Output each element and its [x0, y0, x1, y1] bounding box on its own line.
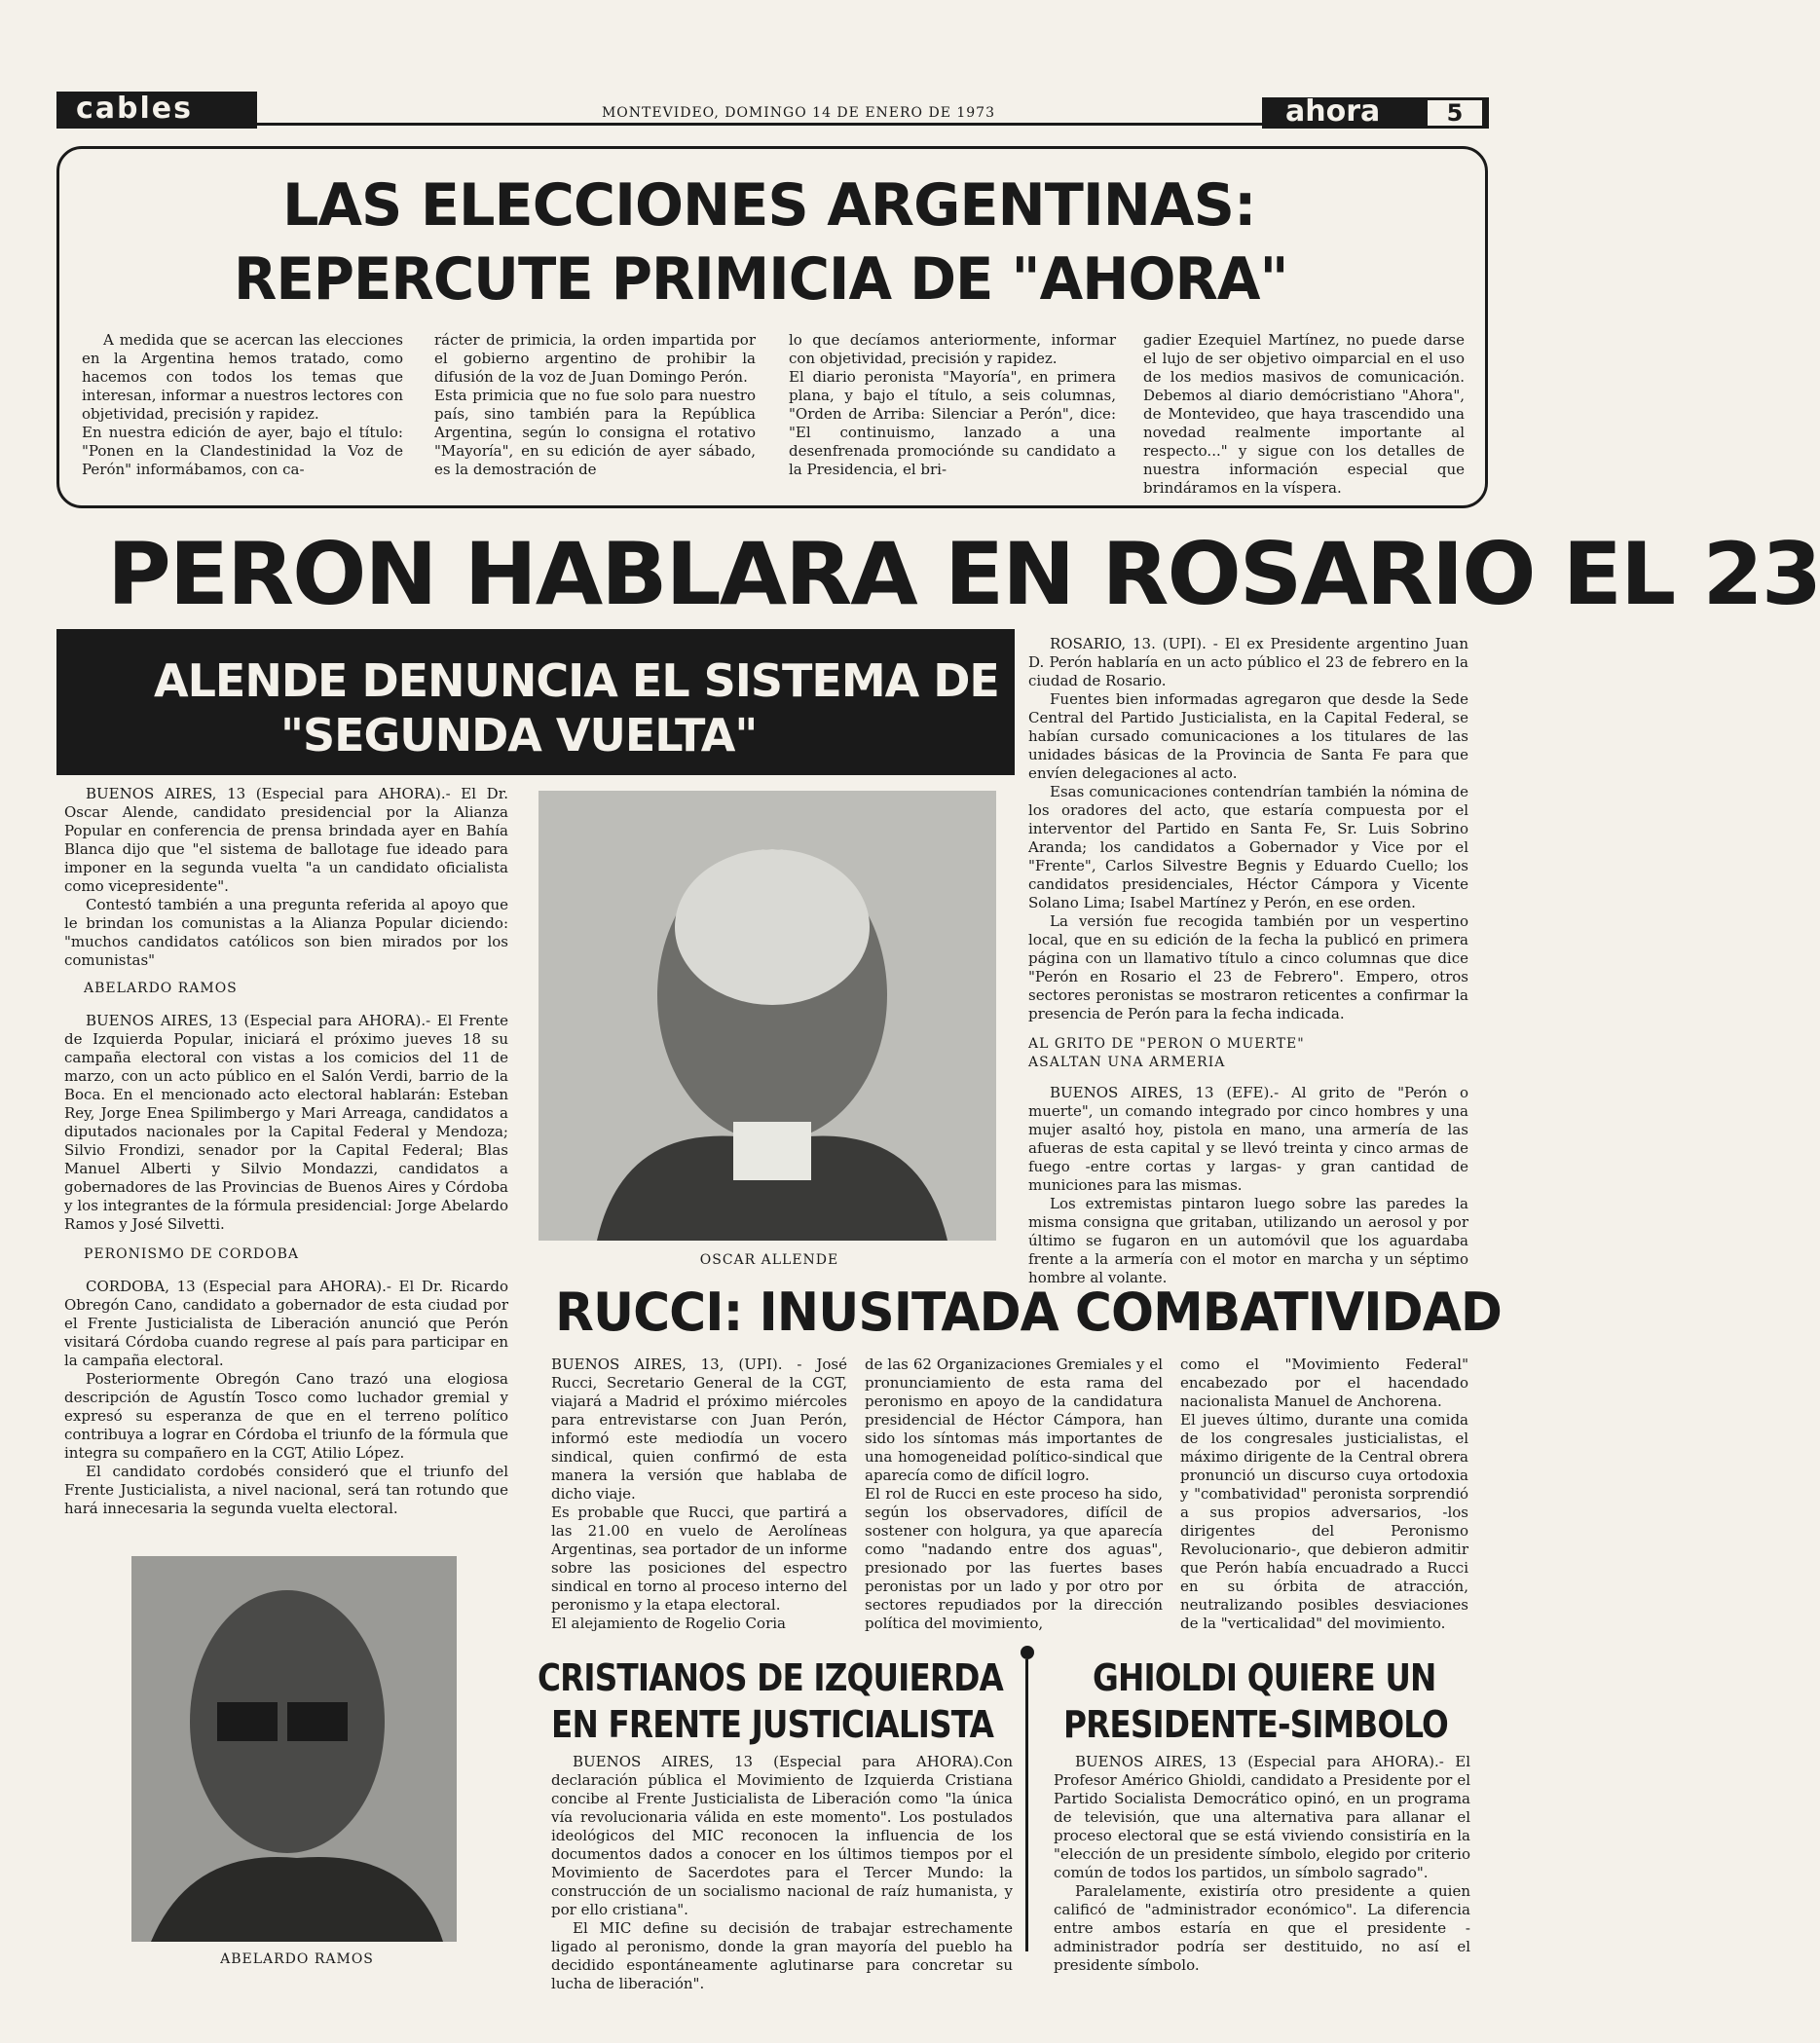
column-divider [1025, 1659, 1028, 1951]
alende-headline-1: ALENDE DENUNCIA EL SISTEMA DE [154, 654, 999, 707]
top-col-3: lo que decíamos anteriormente, informar con objetividad, precisión y rapidez. El diario peronista "Mayoría", en primera plana, y bajo el título, a seis columnas, "Orden de Arriba: Silenciar a Perón", dice: "El continuismo, lanzado a una desenfrenada promociónde su candidato a la Presidencia, el bri- [789, 331, 1116, 478]
photo-allende [539, 791, 996, 1241]
rosario-sub-1: AL GRITO DE "PERON O MUERTE" [1028, 1036, 1305, 1052]
rosario-p5: BUENOS AIRES, 13 (EFE).- Al grito de "Perón o muerte", un comando integrado por cinco hombres y una mujer asaltó hoy, pistola en mano, una armería de las afueras de esta capital y se llevó treinta y cinco armas de fuego -entre cortas y largas- y gran cantidad de municiones para las mismas. [1028, 1084, 1468, 1194]
rosario-p3: Esas comunicaciones contendrían también la nómina de los oradores del acto, que estaría compuesta por el interventor del Partido en Santa Fe, Sr. Luis Sobrino Aranda; los candidatos a Gobernador y Vice por el "Frente", Carlos Silvestre Begnis y Eduardo Cuello; los candidatos presidenciales, Héctor Cámpora y Vicente Solano Lima; Isabel Martínez y Perón, en ese orden. [1028, 783, 1468, 911]
main-headline: PERON HABLARA EN ROSARIO EL 23 [107, 524, 1820, 624]
page-number-box [1428, 100, 1482, 126]
alende-sub-2: PERONISMO DE CORDOBA [84, 1246, 300, 1262]
top-col-4: gadier Ezequiel Martínez, no puede darse el lujo de ser objetivo oimparcial en el uso de los medios masivos de comunicación. Debemos al diario demócristiano "Ahora", de Montevideo, que haya trascendido una novedad realmente importante al respecto..." y sigue con los detalles de nuestra información especial que brindáramos en la víspera. [1143, 331, 1465, 497]
portrait-illustration-2 [131, 1556, 457, 1942]
alende-p2: Contestó también a una pregunta referida al apoyo que le brindan los comunistas a la Alianza Popular diciendo: "muchos candidatos católicos son bien mirados por los comunistas" [64, 896, 508, 969]
black-dot-icon [1021, 1646, 1034, 1659]
rosario-p2: Fuentes bien informadas agregaron que desde la Sede Central del Partido Justicialista, en la Capital Federal, se habían cursado comunicaciones a los titulares de las unidades básicas de la Provincia de Santa Fe para que envíen delegaciones al acto. [1028, 690, 1468, 782]
ghioldi-p2: Paralelamente, existiría otro presidente a quien calificó de "administrador económico". La diferencia entre ambos estaría en que el presidente -administrador podría ser destituido, no así el presidente símbolo. [1054, 1882, 1470, 1974]
top-col-2: rácter de primicia, la orden impartida por el gobierno argentino de prohibir la difusión de la voz de Juan Domingo Perón. Esta primicia que no fue solo para nuestro país, sino también para la República Argentina, según lo consigna el rotativo "Mayoría", en su edición de ayer sábado, es la demostración de [434, 331, 756, 478]
brand-box [1262, 94, 1489, 129]
cristianos-p2: El MIC define su decisión de trabajar estrechamente ligado al peronismo, donde la gran mayoría del pueblo ha decidido espontáneamente aglutinarse para concretar su lucha de liberación". [551, 1919, 1013, 1992]
portrait-illustration [539, 791, 996, 1241]
page-number: 5 [1446, 99, 1464, 127]
photo-ramos [131, 1556, 457, 1942]
alende-headline-2: "SEGUNDA VUELTA" [280, 709, 758, 761]
alende-p1: BUENOS AIRES, 13 (Especial para AHORA).- El Dr. Oscar Alende, candidato presidencial por la Alianza Popular en conferencia de prensa brindada ayer en Bahía Blanca dijo que "el sistema de ballotage fue ideado para imponer en la segunda vuelta "a un candidato oficialista como vicepresidente". [64, 785, 508, 895]
rosario-sub-2: ASALTAN UNA ARMERIA [1028, 1055, 1226, 1070]
alende-p3: BUENOS AIRES, 13 (Especial para AHORA).- El Frente de Izquierda Popular, iniciará el próximo jueves 18 su campaña electoral con vistas a los comicios del 11 de marzo, con un acto público en el Salón Verdi, barrio de la Boca. En el mencionado acto electoral hablarán: Esteban Rey, Jorge Enea Spilimbergo y Mari Arreaga, candidatos a diputados nacionales por la Capital Federal y Mendoza; Silvio Frondizi, senador por la Capital Federal; Blas Manuel Alberti y Silvio Mondazzi, candidatos a gobernadores de las Provincias de Buenos Aires y Córdoba y los integrantes de la fórmula presidencial: Jorge Abelardo Ramos y José Silvetti. [64, 1012, 508, 1233]
ghioldi-p1: BUENOS AIRES, 13 (Especial para AHORA).- El Profesor Américo Ghioldi, candidato a Presidente por el Partido Socialista Democrático opinó, en un programa de televisión, que una alternativa para allanar el proceso electoral que se está viviendo consistiría en la "elección de un presidente símbolo, elegido por criterio común de todos los partidos, un símbolo sagrado". [1054, 1753, 1470, 1881]
section-label: cables [76, 92, 193, 126]
alende-article [64, 785, 508, 1518]
alende-sub-1: ABELARDO RAMOS [84, 981, 238, 996]
cristianos-p1: BUENOS AIRES, 13 (Especial para AHORA).Con declaración pública el Movimiento de Izquierda Cristiana concibe al Frente Justicialista de Liberación como "la única vía revolucionaria válida en este momento". Los postulados ideológicos del MIC reconocen la influencia de los documentos dados a conocer en los últimos tiempos por el Movimiento de Sacerdotes para el Tercer Mundo: la construcción de un socialismo nacional de raíz humanista, y por ello cristiana". [551, 1753, 1013, 1918]
rosario-p1: ROSARIO, 13. (UPI). - El ex Presidente argentino Juan D. Perón hablaría en un acto público el 23 de febrero en la ciudad de Rosario. [1028, 635, 1468, 689]
section-label-box [56, 92, 257, 129]
rucci-col-1: BUENOS AIRES, 13, (UPI). - José Rucci, Secretario General de la CGT, viajará a Madrid el próximo miércoles para entrevistarse con Juan Perón, informó este mediodía un vocero sindical, quien confirmó de esta manera la versión que hablaba de dicho viaje. Es probable que Rucci, que partirá a las 21.00 en vuelo de Aerolíneas Argentinas, sea portador de un informe sobre las posiciones del espectro sindical en torno al proceso interno del peronismo y la etapa electoral. El alejamiento de Rogelio Coria [551, 1356, 847, 1632]
brand-name: ahora [1285, 94, 1381, 129]
top-headline-1: LAS ELECCIONES ARGENTINAS: [282, 171, 1256, 240]
ghioldi-article [1054, 1753, 1470, 1975]
alende-p5: Posteriormente Obregón Cano trazó una elogiosa descripción de Agustín Tosco como luchador gremial y expresó su esperanza de que en el terreno político contribuya a lograr en Córdoba el triunfo de la fórmula que integra su compañero en la CGT, Atilio López. [64, 1370, 508, 1462]
header-rule [257, 123, 1270, 126]
photo-ramos-caption: ABELARDO RAMOS [220, 1951, 374, 1967]
rucci-col-3: como el "Movimiento Federal" encabezado por el hacendado nacionalista Manuel de Anchorena. El jueves último, durante una comida de los congresales justicialistas, el máximo dirigente de la Central obrera pronunció un discurso cuya ortodoxia y "combatividad" peronista sorprendió a sus propios adversarios, -los dirigentes del Peronismo Revolucionario-, que debieron admitir que Perón había encuadrado a Rucci en su órbita de atracción, neutralizando posibles desviaciones de la "verticalidad" del movimiento. [1180, 1356, 1468, 1632]
rosario-article [1028, 635, 1468, 1287]
ghioldi-headline-2: PRESIDENTE-SIMBOLO [1063, 1703, 1448, 1746]
top-col-1: A medida que se acercan las elecciones en la Argentina hemos tratado, como hacemos con todos los temas que interesan, informar a nuestros lectores con objetividad, precisión y rapidez. En nuestra edición de ayer, bajo el título: "Ponen en la Clandestinidad la Voz de Perón" informábamos, con ca- [82, 331, 403, 478]
alende-p4: CORDOBA, 13 (Especial para AHORA).- El Dr. Ricardo Obregón Cano, candidato a gobernador de esta ciudad por el Frente Justicialista de Liberación anunció que Perón visitará Córdoba cuando regrese al país para participar en la campaña electoral. [64, 1278, 508, 1369]
photo-allende-caption: OSCAR ALLENDE [699, 1252, 839, 1268]
rucci-col-2: de las 62 Organizaciones Gremiales y el pronunciamiento de esta rama del peronismo en apoyo de la candidatura presidencial de Héctor Cámpora, han sido los síntomas más importantes de una homogeneidad político-sindical que aparecía como de difícil logro. El rol de Rucci en este proceso ha sido, según los observadores, difícil de sostener con holgura, ya que aparecía como "nadando entre dos aguas", presionado por las fuertes bases peronistas por un lado y por otro por sectores repudiados por la dirección política del movimiento, [865, 1356, 1163, 1632]
cristianos-headline-1: CRISTIANOS DE IZQUIERDA [538, 1656, 1003, 1699]
rosario-p6: Los extremistas pintaron luego sobre las paredes la misma consigna que gritaban, utilizando un aerosol y por último se fugaron en un automóvil que los aguardaba frente a la armería con el motor en marcha y un séptimo hombre al volante. [1028, 1195, 1468, 1286]
alende-p6: El candidato cordobés consideró que el triunfo del Frente Justicialista, a nivel nacional, será tan rotundo que hará innecesaria la segunda vuelta electoral. [64, 1463, 508, 1517]
top-headline-2: REPERCUTE PRIMICIA DE "AHORA" [234, 245, 1288, 314]
ghioldi-headline-1: GHIOLDI QUIERE UN [1093, 1656, 1436, 1699]
cristianos-headline-2: EN FRENTE JUSTICIALISTA [551, 1703, 994, 1746]
rosario-p4: La versión fue recogida también por un vespertino local, que en su edición de la fecha la publicó en primera página con un llamativo título a cinco columnas que dice "Perón en Rosario el 23 de Febrero". Empero, otros sectores peronistas se mostraron reticentes a confirmar la presencia de Perón para la fecha indicada. [1028, 912, 1468, 1022]
dateline: MONTEVIDEO, DOMINGO 14 DE ENERO DE 1973 [601, 105, 996, 121]
cristianos-article [551, 1753, 1013, 1993]
rucci-headline: RUCCI: INUSITADA COMBATIVIDAD [555, 1282, 1502, 1343]
